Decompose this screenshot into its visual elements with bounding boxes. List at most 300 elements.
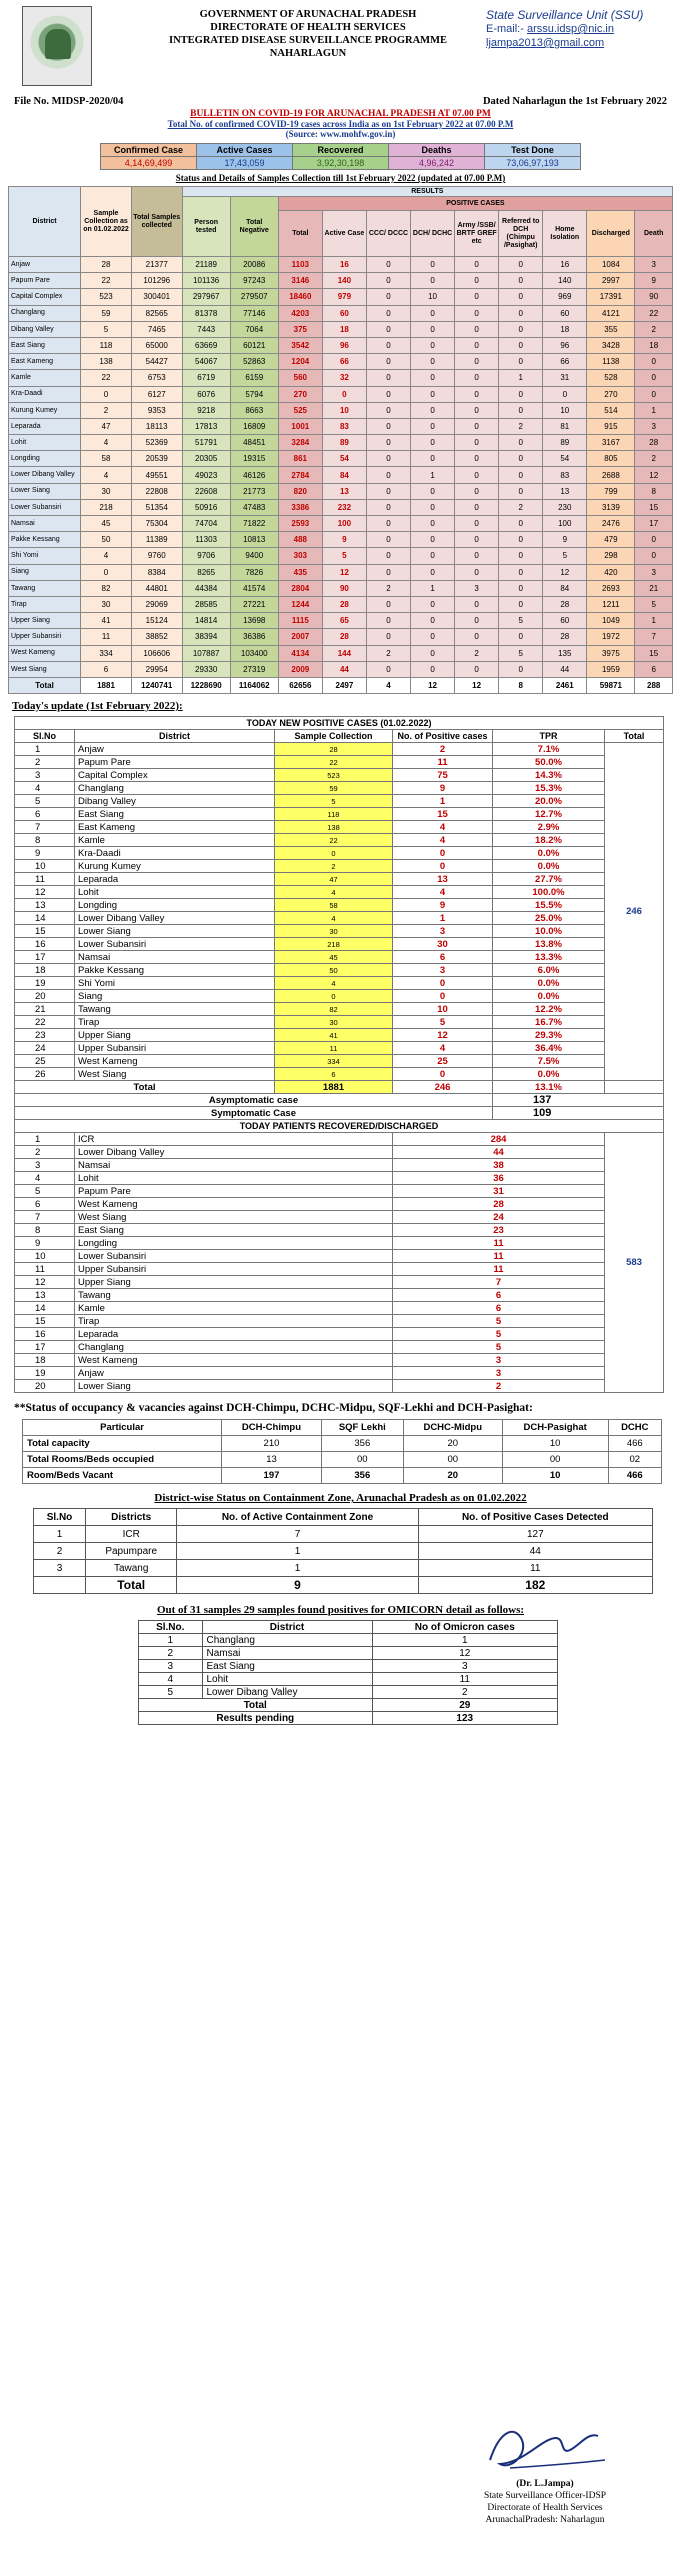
sl-no: 5 [15, 1185, 75, 1198]
cell-total-samples: 300401 [131, 289, 182, 305]
cz-cell: 7 [177, 1526, 418, 1543]
cell-dch: 0 [411, 596, 455, 612]
cell-death: 1 [635, 402, 673, 418]
symptomatic-value: 109 [493, 1107, 664, 1120]
cell-total-samples: 11389 [131, 532, 182, 548]
positive-count: 3 [393, 964, 493, 977]
district-name: Papum Pare [75, 756, 275, 769]
cell-sample: 2 [81, 402, 132, 418]
col-army: Army /SSB/ BRTF GREF etc [455, 211, 499, 257]
cell-active: 60 [322, 305, 366, 321]
list-item [15, 1198, 664, 1211]
occ-value: 210 [222, 1436, 322, 1452]
recovered-count: 2 [393, 1380, 605, 1393]
positive-count: 5 [393, 1016, 493, 1029]
col-person-tested: Person tested [182, 197, 230, 257]
list-item [15, 1250, 664, 1263]
occ-value: 466 [608, 1468, 661, 1484]
cz-cell: 127 [418, 1526, 652, 1543]
table-row [9, 467, 673, 483]
table-row [139, 1660, 558, 1673]
cell-ccc: 0 [366, 467, 410, 483]
occ-value: 13 [222, 1452, 322, 1468]
cell-discharged: 17391 [587, 289, 635, 305]
table-row [34, 1543, 653, 1560]
cell-active: 32 [322, 370, 366, 386]
cell-ccc: 0 [366, 483, 410, 499]
cell-ccc: 0 [366, 613, 410, 629]
cell-referred: 0 [499, 548, 543, 564]
table-row [9, 289, 673, 305]
district-name: West Kameng [75, 1055, 275, 1068]
cell-death: 0 [635, 370, 673, 386]
table-row [9, 354, 673, 370]
cell-person-tested: 44384 [182, 580, 230, 596]
cell-total: 861 [278, 451, 322, 467]
district-name: Kra-Daadi [75, 847, 275, 860]
district-name: Lower Dibang Valley [75, 1146, 393, 1159]
cell-person-tested: 21189 [182, 257, 230, 273]
district-name: Papum Pare [75, 1185, 393, 1198]
cell-referred: 1 [499, 370, 543, 386]
cell-dch: 0 [411, 435, 455, 451]
cell-army: 0 [455, 337, 499, 353]
tpr-value: 18.2% [493, 834, 605, 847]
np-col-sl: Sl.No [15, 730, 75, 743]
sl-no: 18 [15, 1354, 75, 1367]
cell-total-negative: 20086 [230, 257, 278, 273]
np-total-positive: 246 [393, 1081, 493, 1094]
district-name: Anjaw [75, 743, 275, 756]
district-name: Lohit [75, 1172, 393, 1185]
cell-district: Lower Dibang Valley [9, 467, 81, 483]
recovered-count: 24 [393, 1211, 605, 1224]
district-name: Upper Subansiri [75, 1263, 393, 1276]
cell-death: 3 [635, 564, 673, 580]
cell-total-samples: 8384 [131, 564, 182, 580]
cell-discharged: 799 [587, 483, 635, 499]
sl-no: 17 [15, 951, 75, 964]
cell-death: 22 [635, 305, 673, 321]
new-positive-caption: TODAY NEW POSITIVE CASES (01.02.2022) [15, 717, 664, 730]
total-total-negative: 1164062 [230, 677, 278, 693]
cell-total-negative: 97243 [230, 273, 278, 289]
sample-count: 22 [275, 834, 393, 847]
recovered-count: 38 [393, 1159, 605, 1172]
cell-sample: 11 [81, 629, 132, 645]
cell-district: Kamle [9, 370, 81, 386]
cell-active: 979 [322, 289, 366, 305]
tests-label: Test Done [485, 144, 581, 157]
tpr-value: 29.3% [493, 1029, 605, 1042]
table-row [9, 499, 673, 515]
list-item [15, 964, 664, 977]
sample-count: 41 [275, 1029, 393, 1042]
cell-total-samples: 65000 [131, 337, 182, 353]
cell-district: Upper Subansiri [9, 629, 81, 645]
sl-no: 15 [15, 925, 75, 938]
occ-value: 02 [608, 1452, 661, 1468]
district-name: ICR [75, 1133, 393, 1146]
cell-total: 1204 [278, 354, 322, 370]
cell-total: 525 [278, 402, 322, 418]
cell-discharged: 915 [587, 418, 635, 434]
cell-army: 0 [455, 305, 499, 321]
np-col-sample: Sample Collection [275, 730, 393, 743]
cell-discharged: 1959 [587, 661, 635, 677]
cell-referred: 0 [499, 483, 543, 499]
cell-total-samples: 20539 [131, 451, 182, 467]
list-item [15, 1159, 664, 1172]
om-district: Lower Dibang Valley [202, 1686, 372, 1699]
om-sl: 2 [139, 1647, 203, 1660]
cell-sample: 30 [81, 483, 132, 499]
sl-no: 10 [15, 860, 75, 873]
cell-total: 488 [278, 532, 322, 548]
cell-total-samples: 6127 [131, 386, 182, 402]
total-row [9, 677, 673, 693]
cell-death: 90 [635, 289, 673, 305]
cell-ccc: 0 [366, 289, 410, 305]
sample-count: 4 [275, 886, 393, 899]
cell-person-tested: 11303 [182, 532, 230, 548]
cell-discharged: 4121 [587, 305, 635, 321]
sl-no: 7 [15, 821, 75, 834]
cell-home-isolation: 12 [543, 564, 587, 580]
district-name: Lower Dibang Valley [75, 912, 275, 925]
sl-no: 10 [15, 1250, 75, 1263]
cell-discharged: 1138 [587, 354, 635, 370]
cell-total-negative: 9400 [230, 548, 278, 564]
cell-ccc: 0 [366, 354, 410, 370]
cz-cell: 11 [418, 1560, 652, 1577]
cell-district: Anjaw [9, 257, 81, 273]
bulletin-title: BULLETIN ON COVID-19 FOR ARUNACHAL PRADESH AT 07.00 PM [190, 109, 491, 119]
cell-referred: 0 [499, 661, 543, 677]
recovered-count: 31 [393, 1185, 605, 1198]
cell-total-samples: 75304 [131, 516, 182, 532]
cell-death: 7 [635, 629, 673, 645]
sl-no: 8 [15, 1224, 75, 1237]
sl-no: 8 [15, 834, 75, 847]
list-item [15, 782, 664, 795]
table-row [9, 451, 673, 467]
signatory-place: ArunachalPradesh: Naharlagun [485, 2515, 605, 2525]
sl-no: 12 [15, 886, 75, 899]
cell-referred: 0 [499, 629, 543, 645]
cell-dch: 0 [411, 354, 455, 370]
om-district: East Siang [202, 1660, 372, 1673]
cell-active: 44 [322, 661, 366, 677]
cell-active: 9 [322, 532, 366, 548]
cell-person-tested: 49023 [182, 467, 230, 483]
cell-total-negative: 60121 [230, 337, 278, 353]
om-pending-label: Results pending [139, 1712, 373, 1725]
cell-person-tested: 29330 [182, 661, 230, 677]
cell-total: 2593 [278, 516, 322, 532]
tpr-value: 7.5% [493, 1055, 605, 1068]
cell-referred: 0 [499, 354, 543, 370]
positive-count: 4 [393, 834, 493, 847]
cell-district: Leparada [9, 418, 81, 434]
recovered-count: 5 [393, 1341, 605, 1354]
cell-person-tested: 28585 [182, 596, 230, 612]
cell-total: 270 [278, 386, 322, 402]
total-total-samples: 1240741 [131, 677, 182, 693]
np-total-label: Total [15, 1081, 275, 1094]
cell-army: 0 [455, 321, 499, 337]
tpr-value: 20.0% [493, 795, 605, 808]
cell-ccc: 0 [366, 305, 410, 321]
sl-no: 22 [15, 1016, 75, 1029]
sl-no: 19 [15, 977, 75, 990]
today-new-positive-table [14, 716, 664, 1393]
cell-sample: 218 [81, 499, 132, 515]
om-total-label: Total [139, 1699, 373, 1712]
cell-referred: 0 [499, 532, 543, 548]
cell-death: 6 [635, 661, 673, 677]
sl-no: 11 [15, 873, 75, 886]
cell-district: East Siang [9, 337, 81, 353]
source-link[interactable]: www.mohfw.gov.in [320, 129, 393, 139]
cell-army: 0 [455, 467, 499, 483]
total-active: 2497 [322, 677, 366, 693]
sl-no: 1 [15, 1133, 75, 1146]
occ-value: 197 [222, 1468, 322, 1484]
occupancy-title: **Status of occupancy & vacancies against DCH-Chimpu, DCHC-Midpu, SQF-Lekhi and DCH-Pasighat: [14, 1402, 533, 1415]
cell-total: 1103 [278, 257, 322, 273]
signatory-title: State Surveillance Officer-IDSP [483, 2491, 607, 2501]
asymptomatic-label: Asymptomatic case [15, 1094, 493, 1107]
cell-discharged: 3428 [587, 337, 635, 353]
tests-value: 73,06,97,193 [485, 157, 581, 170]
sl-no: 11 [15, 1263, 75, 1276]
cell-active: 16 [322, 257, 366, 273]
total-army: 12 [455, 677, 499, 693]
cell-sample: 118 [81, 337, 132, 353]
cell-referred: 0 [499, 386, 543, 402]
cell-death: 17 [635, 516, 673, 532]
cell-death: 28 [635, 435, 673, 451]
cell-army: 0 [455, 564, 499, 580]
deaths-value: 4,96,242 [389, 157, 485, 170]
om-count: 2 [372, 1686, 557, 1699]
cz-cell: 1 [177, 1543, 418, 1560]
email-link-1[interactable]: arssu.idsp@nic.in [526, 23, 614, 35]
cell-discharged: 1049 [587, 613, 635, 629]
district-name: Pakke Kessang [75, 964, 275, 977]
tpr-value: 27.7% [493, 873, 605, 886]
cell-person-tested: 107887 [182, 645, 230, 661]
cell-sample: 0 [81, 386, 132, 402]
cell-total: 1115 [278, 613, 322, 629]
np-total-sample: 1881 [275, 1081, 393, 1094]
sample-count: 0 [275, 990, 393, 1003]
positive-count: 25 [393, 1055, 493, 1068]
sample-count: 30 [275, 925, 393, 938]
positive-count: 9 [393, 782, 493, 795]
col-referred: Referred to DCH (Chimpu /Pasighat) [499, 211, 543, 257]
cell-district: Papum Pare [9, 273, 81, 289]
cell-total: 18460 [278, 289, 322, 305]
cell-army: 0 [455, 370, 499, 386]
sample-count: 138 [275, 821, 393, 834]
om-pending-value: 123 [372, 1712, 557, 1725]
table-row [9, 273, 673, 289]
cell-home-isolation: 84 [543, 580, 587, 596]
cell-death: 21 [635, 580, 673, 596]
cell-sample: 45 [81, 516, 132, 532]
cell-total-samples: 7465 [131, 321, 182, 337]
cell-army: 0 [455, 289, 499, 305]
positive-count: 0 [393, 1068, 493, 1081]
cell-discharged: 3975 [587, 645, 635, 661]
cell-sample: 82 [81, 580, 132, 596]
sl-no: 20 [15, 1380, 75, 1393]
cell-total: 1244 [278, 596, 322, 612]
cell-active: 89 [322, 435, 366, 451]
recovered-count: 23 [393, 1224, 605, 1237]
district-name: West Siang [75, 1068, 275, 1081]
cell-home-isolation: 140 [543, 273, 587, 289]
cell-total: 2804 [278, 580, 322, 596]
positive-count: 6 [393, 951, 493, 964]
cell-active: 28 [322, 596, 366, 612]
cell-home-isolation: 135 [543, 645, 587, 661]
cz-total-label: Total [86, 1577, 177, 1594]
tpr-value: 12.7% [493, 808, 605, 821]
cell-discharged: 3167 [587, 435, 635, 451]
recovered-count: 7 [393, 1276, 605, 1289]
cell-district: Lower Siang [9, 483, 81, 499]
list-item [15, 795, 664, 808]
cell-referred: 0 [499, 580, 543, 596]
tpr-value: 14.3% [493, 769, 605, 782]
list-item [15, 1042, 664, 1055]
cell-total: 2007 [278, 629, 322, 645]
list-item [15, 1263, 664, 1276]
positive-count: 30 [393, 938, 493, 951]
col-positive-cases: POSITIVE CASES [278, 197, 672, 211]
cell-ccc: 0 [366, 548, 410, 564]
total-ccc: 4 [366, 677, 410, 693]
table-row [9, 613, 673, 629]
tpr-value: 0.0% [493, 1068, 605, 1081]
list-item [15, 1367, 664, 1380]
cell-home-isolation: 0 [543, 386, 587, 402]
cell-home-isolation: 96 [543, 337, 587, 353]
list-item [15, 769, 664, 782]
cell-death: 9 [635, 273, 673, 289]
cell-dch: 0 [411, 613, 455, 629]
cell-person-tested: 7443 [182, 321, 230, 337]
handwritten-signature [440, 2420, 650, 2478]
sample-count: 0 [275, 847, 393, 860]
positive-count: 1 [393, 912, 493, 925]
cell-person-tested: 38394 [182, 629, 230, 645]
cell-total-samples: 38852 [131, 629, 182, 645]
occ-value: 00 [403, 1452, 502, 1468]
occ-value: 00 [502, 1452, 608, 1468]
om-sl: 5 [139, 1686, 203, 1699]
sl-no: 15 [15, 1315, 75, 1328]
cell-home-isolation: 230 [543, 499, 587, 515]
sl-no: 24 [15, 1042, 75, 1055]
table-row [9, 629, 673, 645]
list-item [15, 1055, 664, 1068]
cell-total: 3386 [278, 499, 322, 515]
occ-value: 10 [502, 1436, 608, 1452]
email-link-2[interactable]: ljampa2013@gmail.com [486, 37, 605, 49]
cell-person-tested: 54067 [182, 354, 230, 370]
cell-discharged: 270 [587, 386, 635, 402]
district-name: Kamle [75, 834, 275, 847]
cell-dch: 0 [411, 483, 455, 499]
recovered-count: 11 [393, 1250, 605, 1263]
cell-sample: 58 [81, 451, 132, 467]
cell-army: 0 [455, 629, 499, 645]
cell-total-negative: 5794 [230, 386, 278, 402]
cell-death: 5 [635, 596, 673, 612]
list-item [15, 1146, 664, 1159]
sl-no: 14 [15, 1302, 75, 1315]
cell-district: Upper Siang [9, 613, 81, 629]
cell-dch: 0 [411, 661, 455, 677]
occ-col-2: SQF Lekhi [321, 1420, 403, 1436]
positive-count: 4 [393, 821, 493, 834]
cell-active: 65 [322, 613, 366, 629]
cell-army: 0 [455, 354, 499, 370]
cell-home-isolation: 5 [543, 548, 587, 564]
positive-count: 2 [393, 743, 493, 756]
cell-total-negative: 19315 [230, 451, 278, 467]
recovered-caption: TODAY PATIENTS RECOVERED/DISCHARGED [15, 1120, 664, 1133]
om-count: 12 [372, 1647, 557, 1660]
cell-referred: 0 [499, 273, 543, 289]
cell-ccc: 0 [366, 402, 410, 418]
confirmed-label: Confirmed Case [101, 144, 197, 157]
table-row [139, 1686, 558, 1699]
tpr-value: 10.0% [493, 925, 605, 938]
cell-army: 0 [455, 418, 499, 434]
list-item [15, 1328, 664, 1341]
sample-count: 4 [275, 912, 393, 925]
cell-army: 0 [455, 483, 499, 499]
cell-ccc: 0 [366, 516, 410, 532]
om-count: 3 [372, 1660, 557, 1673]
list-item [15, 1276, 664, 1289]
cell-district: West Kameng [9, 645, 81, 661]
sl-no: 6 [15, 1198, 75, 1211]
cell-home-isolation: 83 [543, 467, 587, 483]
om-district: Lohit [202, 1673, 372, 1686]
cell-active: 18 [322, 321, 366, 337]
positive-count: 75 [393, 769, 493, 782]
list-item [15, 860, 664, 873]
cell-home-isolation: 18 [543, 321, 587, 337]
col-total: Total [278, 211, 322, 257]
cell-ccc: 0 [366, 257, 410, 273]
district-name: East Siang [75, 808, 275, 821]
district-name: Lohit [75, 886, 275, 899]
cell-person-tested: 297967 [182, 289, 230, 305]
cell-home-isolation: 54 [543, 451, 587, 467]
occ-value: 356 [321, 1468, 403, 1484]
cell-person-tested: 9218 [182, 402, 230, 418]
sample-count: 6 [275, 1068, 393, 1081]
cell-person-tested: 74704 [182, 516, 230, 532]
cell-home-isolation: 100 [543, 516, 587, 532]
